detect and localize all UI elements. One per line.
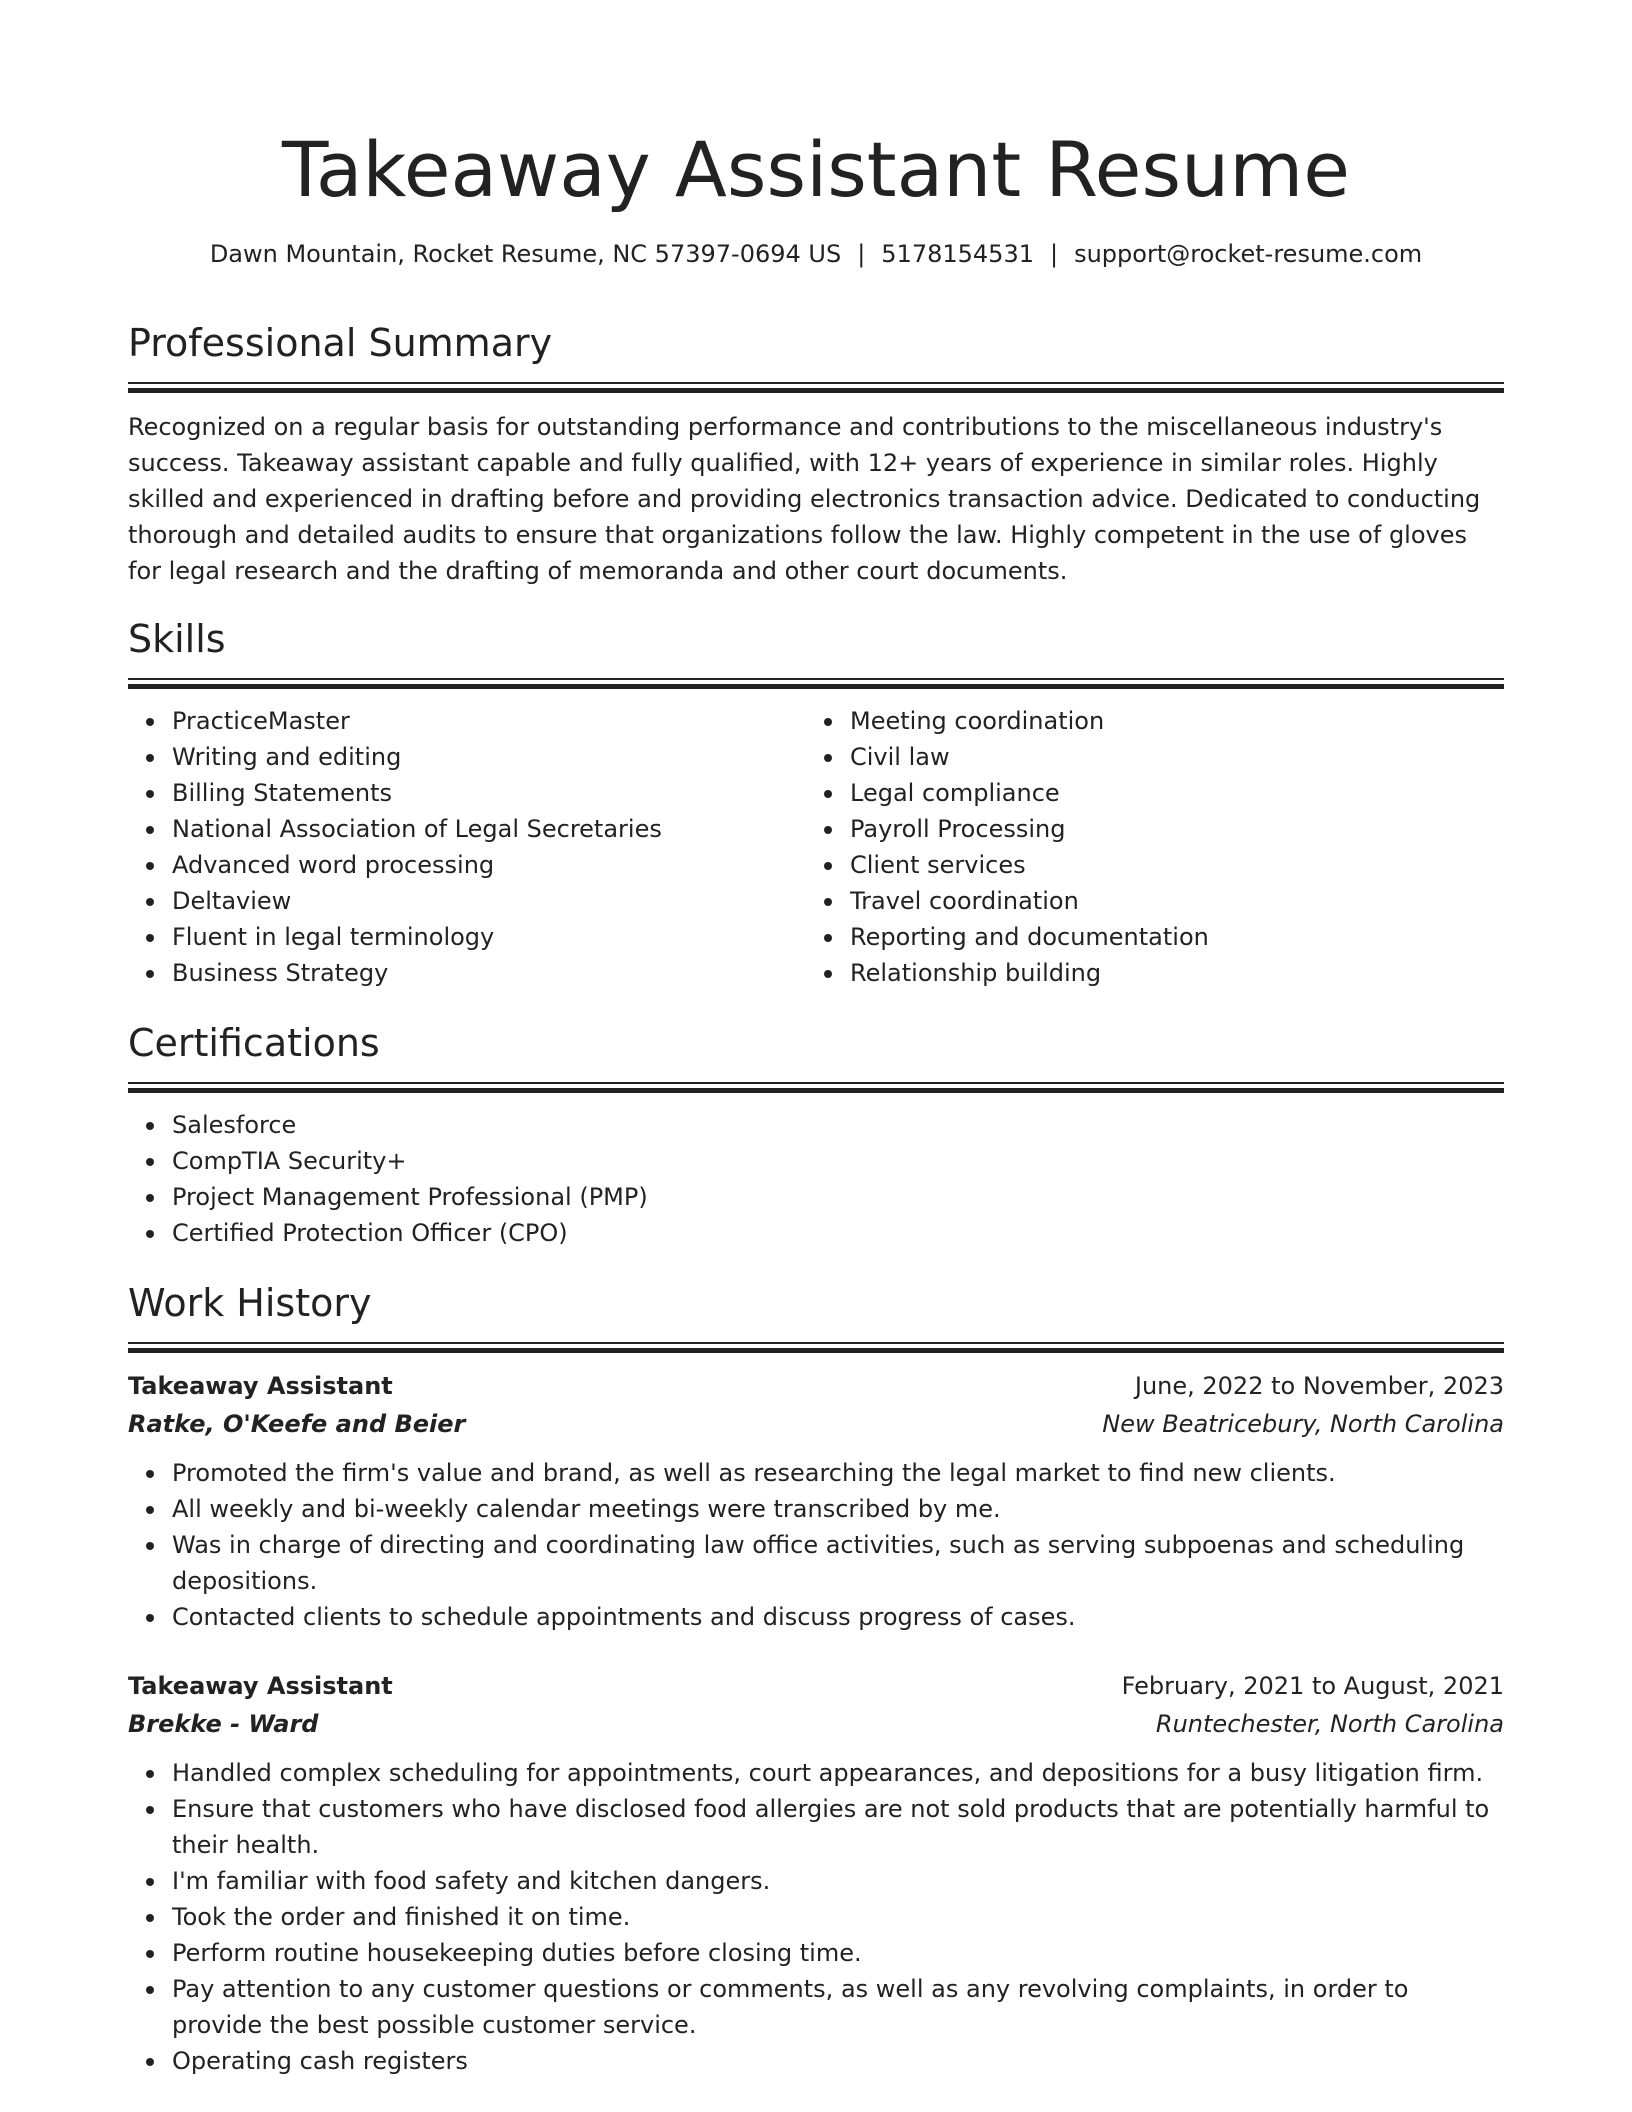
skill-item: Writing and editing: [172, 739, 806, 775]
resume-title: Takeaway Assistant Resume: [281, 125, 1350, 214]
skill-item: Client services: [850, 847, 1484, 883]
skill-item: Business Strategy: [172, 955, 806, 991]
job-duty-item: Ensure that customers who have disclosed food allergies are not sold products that are potentially harmful to their health.: [172, 1791, 1504, 1863]
certification-item: Project Management Professional (PMP): [172, 1179, 1504, 1215]
job-duty-item: Took the order and finished it on time.: [172, 1899, 1504, 1935]
skill-item: PracticeMaster: [172, 703, 806, 739]
section-divider: [128, 678, 1504, 689]
job-duty-item: Promoted the firm's value and brand, as well as researching the legal market to find new clients.: [172, 1455, 1504, 1491]
section-divider: [128, 1342, 1504, 1353]
skill-item: Fluent in legal terminology: [172, 919, 806, 955]
skill-item: Relationship building: [850, 955, 1484, 991]
job-duties-list: [128, 1455, 1504, 1635]
contact-email[interactable]: support@rocket-resume.com: [1074, 240, 1423, 268]
skills-column-left: [128, 703, 806, 991]
certification-item: Salesforce: [172, 1107, 1504, 1143]
job-duty-item: Pay attention to any customer questions or comments, as well as any revolving complaints, in order to provide the best possible customer service.: [172, 1971, 1504, 2043]
section-divider: [128, 382, 1504, 393]
resume-page: [128, 0, 1504, 2075]
summary-heading: Professional Summary: [128, 321, 553, 365]
section-divider: [128, 1082, 1504, 1093]
job-header: [128, 1367, 1504, 1405]
skills-heading: Skills: [128, 617, 226, 661]
summary-text: Recognized on a regular basis for outstanding performance and contributions to the miscellaneous industry's success. Takeaway assistant capable and fully qualified, with 12+ years of experience in similar roles. Highly skilled and experienced in drafting before and providing electronics transaction advice. Dedicated to conducting thorough and detailed audits to ensure that organizations follow the law. Highly competent in the use of gloves for legal research and the drafting of memoranda and other court documents.: [128, 413, 1481, 585]
job-duty-item: Operating cash registers: [172, 2043, 1504, 2079]
contact-phone: 5178154531: [881, 240, 1034, 268]
contact-line: [128, 238, 1504, 270]
work-history-section: [128, 1278, 1504, 2079]
job-dates: June, 2022 to November, 2023: [1134, 1372, 1504, 1400]
job-location: New Beatricebury, North Carolina: [1102, 1410, 1504, 1438]
skill-item: Payroll Processing: [850, 811, 1484, 847]
contact-address: Dawn Mountain, Rocket Resume, NC 57397-0694 US: [209, 240, 842, 268]
skills-column-right: [806, 703, 1484, 991]
skills-list-right: [806, 703, 1484, 991]
skills-grid: [128, 703, 1504, 991]
job-duty-item: Handled complex scheduling for appointments, court appearances, and depositions for a busy litigation firm.: [172, 1755, 1504, 1791]
skill-item: Travel coordination: [850, 883, 1484, 919]
job-entry: [128, 1367, 1504, 1635]
skill-item: Meeting coordination: [850, 703, 1484, 739]
job-duty-item: Perform routine housekeeping duties before closing time.: [172, 1935, 1504, 1971]
skill-item: Legal compliance: [850, 775, 1484, 811]
skills-section: [128, 614, 1504, 991]
job-subheader: [128, 1405, 1504, 1443]
skill-item: Reporting and documentation: [850, 919, 1484, 955]
skills-list-left: [128, 703, 806, 991]
certification-item: CompTIA Security+: [172, 1143, 1504, 1179]
contact-separator: |: [857, 240, 866, 268]
contact-separator: |: [1050, 240, 1059, 268]
job-duties-list: [128, 1755, 1504, 2079]
job-duty-item: Was in charge of directing and coordinating law office activities, such as serving subpoenas and scheduling depositions.: [172, 1527, 1504, 1599]
skill-item: National Association of Legal Secretaries: [172, 811, 806, 847]
skill-item: Deltaview: [172, 883, 806, 919]
job-title: Takeaway Assistant: [128, 1372, 393, 1400]
job-location: Runtechester, North Carolina: [1155, 1710, 1504, 1738]
job-header: [128, 1667, 1504, 1705]
job-entry: [128, 1667, 1504, 2079]
job-duty-item: All weekly and bi-weekly calendar meetings were transcribed by me.: [172, 1491, 1504, 1527]
certifications-list: [128, 1107, 1504, 1251]
job-dates: February, 2021 to August, 2021: [1121, 1672, 1504, 1700]
summary-section: [128, 318, 1504, 589]
certifications-section: [128, 1018, 1504, 1251]
certifications-heading: Certifications: [128, 1021, 380, 1065]
job-title: Takeaway Assistant: [128, 1672, 393, 1700]
job-duty-item: Contacted clients to schedule appointments and discuss progress of cases.: [172, 1599, 1504, 1635]
job-duty-item: I'm familiar with food safety and kitchen dangers.: [172, 1863, 1504, 1899]
job-subheader: [128, 1705, 1504, 1743]
work-history-heading: Work History: [128, 1281, 372, 1325]
job-company: Brekke - Ward: [128, 1710, 319, 1738]
skill-item: Civil law: [850, 739, 1484, 775]
skill-item: Advanced word processing: [172, 847, 806, 883]
skill-item: Billing Statements: [172, 775, 806, 811]
certification-item: Certified Protection Officer (CPO): [172, 1215, 1504, 1251]
job-company: Ratke, O'Keefe and Beier: [128, 1410, 466, 1438]
